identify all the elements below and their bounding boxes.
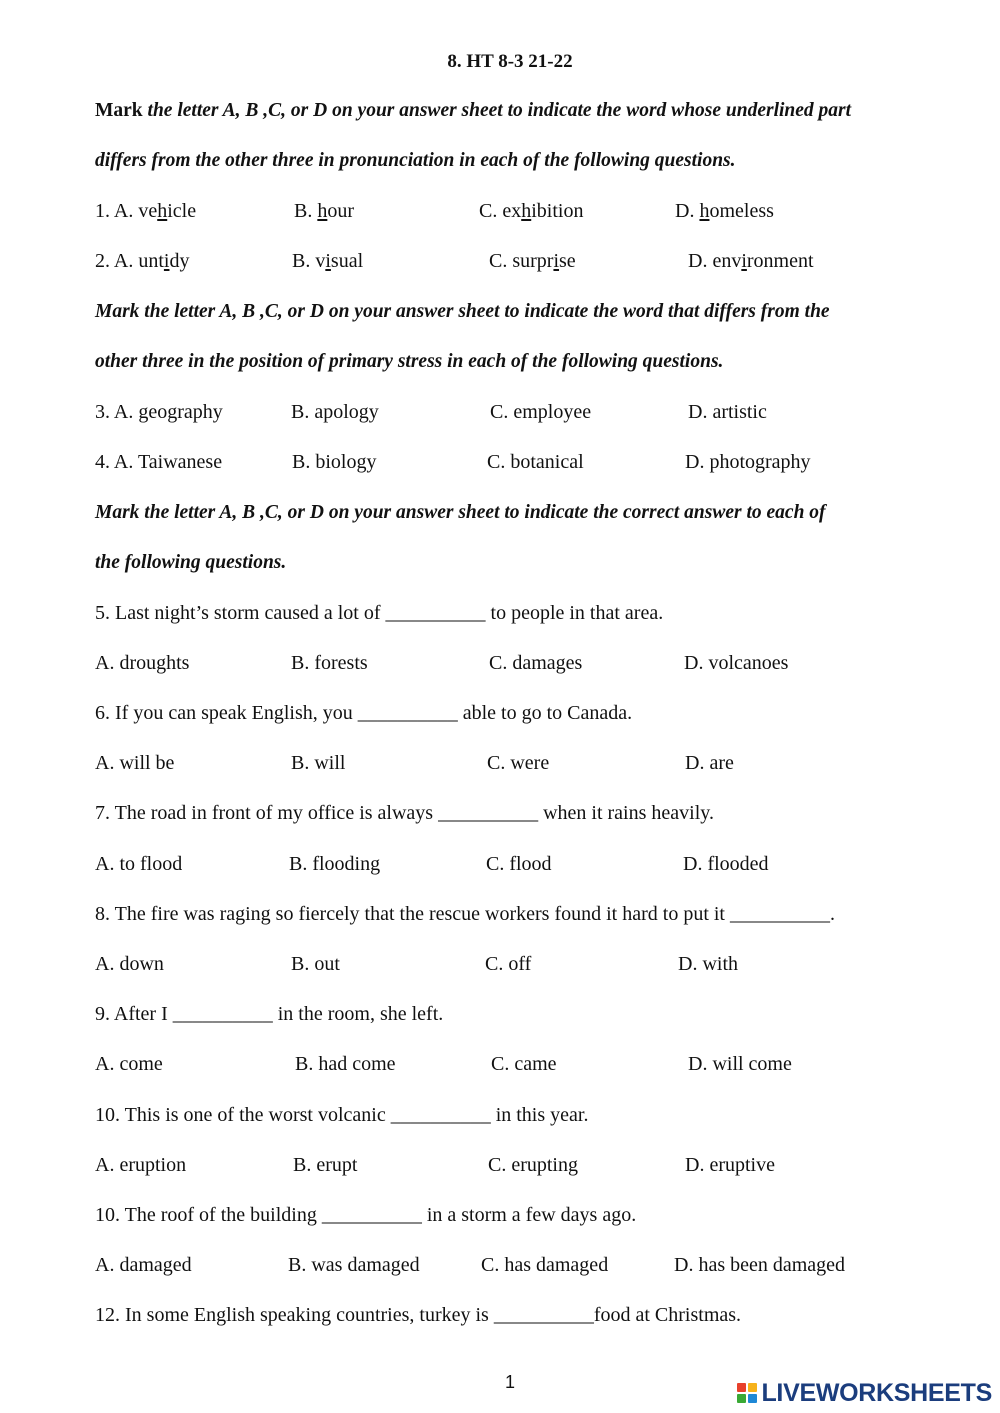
logo-square-1	[737, 1383, 746, 1392]
q7-option-c[interactable]: C. flood	[486, 853, 552, 875]
q8-option-c[interactable]: C. off	[485, 953, 532, 975]
q11-option-b[interactable]: B. was damaged	[288, 1254, 420, 1276]
instruction-lead-word: Mark	[95, 100, 143, 121]
instruction-pronunciation-line-1: Mark the letter A, B ,C, or D on your answer sheet to indicate the word whose underlined part	[95, 100, 852, 121]
q4-option-b[interactable]: B. biology	[292, 451, 377, 473]
q8-stem: 8. The fire was raging so fiercely that the rescue workers found it hard to put it __________.	[95, 903, 835, 925]
page-title: 8. HT 8-3 21-22	[447, 51, 573, 72]
q2-option-c[interactable]: C. surprise	[489, 250, 576, 272]
underlined-part: i	[325, 250, 331, 272]
q6-option-d[interactable]: D. are	[685, 752, 734, 774]
q5-option-a[interactable]: A. droughts	[95, 652, 190, 674]
instruction-stress-line-1: Mark the letter A, B ,C, or D on your answer sheet to indicate the word that differs from the	[95, 301, 830, 322]
page-number: 1	[504, 1372, 515, 1392]
q9-options	[95, 1052, 995, 1076]
q2-option-a[interactable]: 2. A. untidy	[95, 250, 190, 272]
q12-stem: 12. In some English speaking countries, turkey is __________food at Christmas.	[95, 1304, 742, 1326]
liveworksheets-logo-text: LIVEWORKSHEETS	[761, 1378, 992, 1407]
q7-option-a[interactable]: A. to flood	[95, 853, 183, 875]
underlined-part: h	[157, 200, 168, 222]
q5-option-d[interactable]: D. volcanoes	[684, 652, 789, 674]
liveworksheets-logo	[737, 1378, 992, 1408]
q7-option-d[interactable]: D. flooded	[683, 853, 769, 875]
question-2	[95, 249, 995, 273]
q10-option-d[interactable]: D. eruptive	[685, 1154, 775, 1176]
q11-options	[95, 1253, 995, 1277]
q4-option-c[interactable]: C. botanical	[487, 451, 584, 473]
question-1	[95, 199, 995, 223]
q6-options	[95, 751, 995, 775]
underlined-part: h	[317, 200, 328, 222]
q1-option-d[interactable]: D. homeless	[675, 200, 774, 222]
q6-stem: 6. If you can speak English, you __________ able to go to Canada.	[95, 702, 633, 724]
underlined-part: i	[741, 250, 747, 272]
q4-option-a[interactable]: 4. A. Taiwanese	[95, 451, 223, 473]
underlined-part: i	[163, 250, 170, 272]
instruction-pronunciation-line-2: differs from the other three in pronunciation in each of the following questions.	[95, 150, 736, 171]
q8-option-a[interactable]: A. down	[95, 953, 164, 975]
q7-option-b[interactable]: B. flooding	[289, 853, 381, 875]
q5-option-c[interactable]: C. damages	[489, 652, 583, 674]
q8-option-b[interactable]: B. out	[291, 953, 340, 975]
q1-option-b[interactable]: B. hour	[294, 200, 355, 222]
q11-option-c[interactable]: C. has damaged	[481, 1254, 609, 1276]
instruction-correct-line-2: the following questions.	[95, 552, 287, 573]
q10-option-b[interactable]: B. erupt	[293, 1154, 358, 1176]
q7-stem: 7. The road in front of my office is always __________ when it rains heavily.	[95, 802, 714, 824]
logo-square-2	[748, 1383, 757, 1392]
q10-options	[95, 1153, 995, 1177]
question-3	[95, 400, 995, 424]
q5-option-b[interactable]: B. forests	[291, 652, 368, 674]
q3-option-d[interactable]: D. artistic	[688, 401, 767, 423]
q9-option-d[interactable]: D. will come	[688, 1053, 792, 1075]
instruction-stress-line-2: other three in the position of primary stress in each of the following questions.	[95, 351, 724, 372]
q1-option-c[interactable]: C. exhibition	[479, 200, 584, 222]
q8-option-d[interactable]: D. with	[678, 953, 738, 975]
q9-option-b[interactable]: B. had come	[295, 1053, 396, 1075]
q7-options	[95, 852, 995, 876]
q10-stem: 10. This is one of the worst volcanic __________ in this year.	[95, 1104, 589, 1126]
q3-option-b[interactable]: B. apology	[291, 401, 379, 423]
q8-options	[95, 952, 995, 976]
underlined-part: i	[553, 250, 560, 272]
question-4	[95, 450, 995, 474]
q3-option-c[interactable]: C. employee	[490, 401, 592, 423]
underlined-part: h	[521, 200, 532, 222]
logo-square-4	[748, 1394, 757, 1403]
q11-option-d[interactable]: D. has been damaged	[674, 1254, 846, 1276]
q5-options	[95, 651, 995, 675]
q6-option-a[interactable]: A. will be	[95, 752, 175, 774]
q2-option-b[interactable]: B. visual	[292, 250, 364, 272]
q3-option-a[interactable]: 3. A. geography	[95, 401, 223, 423]
logo-square-3	[737, 1394, 746, 1403]
q2-option-d[interactable]: D. environment	[688, 250, 814, 272]
q1-option-a[interactable]: 1. A. vehicle	[95, 200, 197, 222]
q6-option-c[interactable]: C. were	[487, 752, 550, 774]
q9-option-c[interactable]: C. came	[491, 1053, 557, 1075]
q9-stem: 9. After I __________ in the room, she left.	[95, 1003, 444, 1025]
q4-option-d[interactable]: D. photography	[685, 451, 811, 473]
q11-option-a[interactable]: A. damaged	[95, 1254, 192, 1276]
q10-option-a[interactable]: A. eruption	[95, 1154, 187, 1176]
q10-option-c[interactable]: C. erupting	[488, 1154, 578, 1176]
q6-option-b[interactable]: B. will	[291, 752, 346, 774]
instruction-correct-line-1: Mark the letter A, B ,C, or D on your answer sheet to indicate the correct answer to each of	[95, 502, 826, 523]
underlined-part: h	[699, 200, 710, 222]
q9-option-a[interactable]: A. come	[95, 1053, 163, 1075]
q5-stem: 5. Last night’s storm caused a lot of __________ to people in that area.	[95, 602, 664, 624]
q11-stem: 10. The roof of the building __________ in a storm a few days ago.	[95, 1204, 637, 1226]
liveworksheets-logo-icon	[737, 1383, 757, 1403]
